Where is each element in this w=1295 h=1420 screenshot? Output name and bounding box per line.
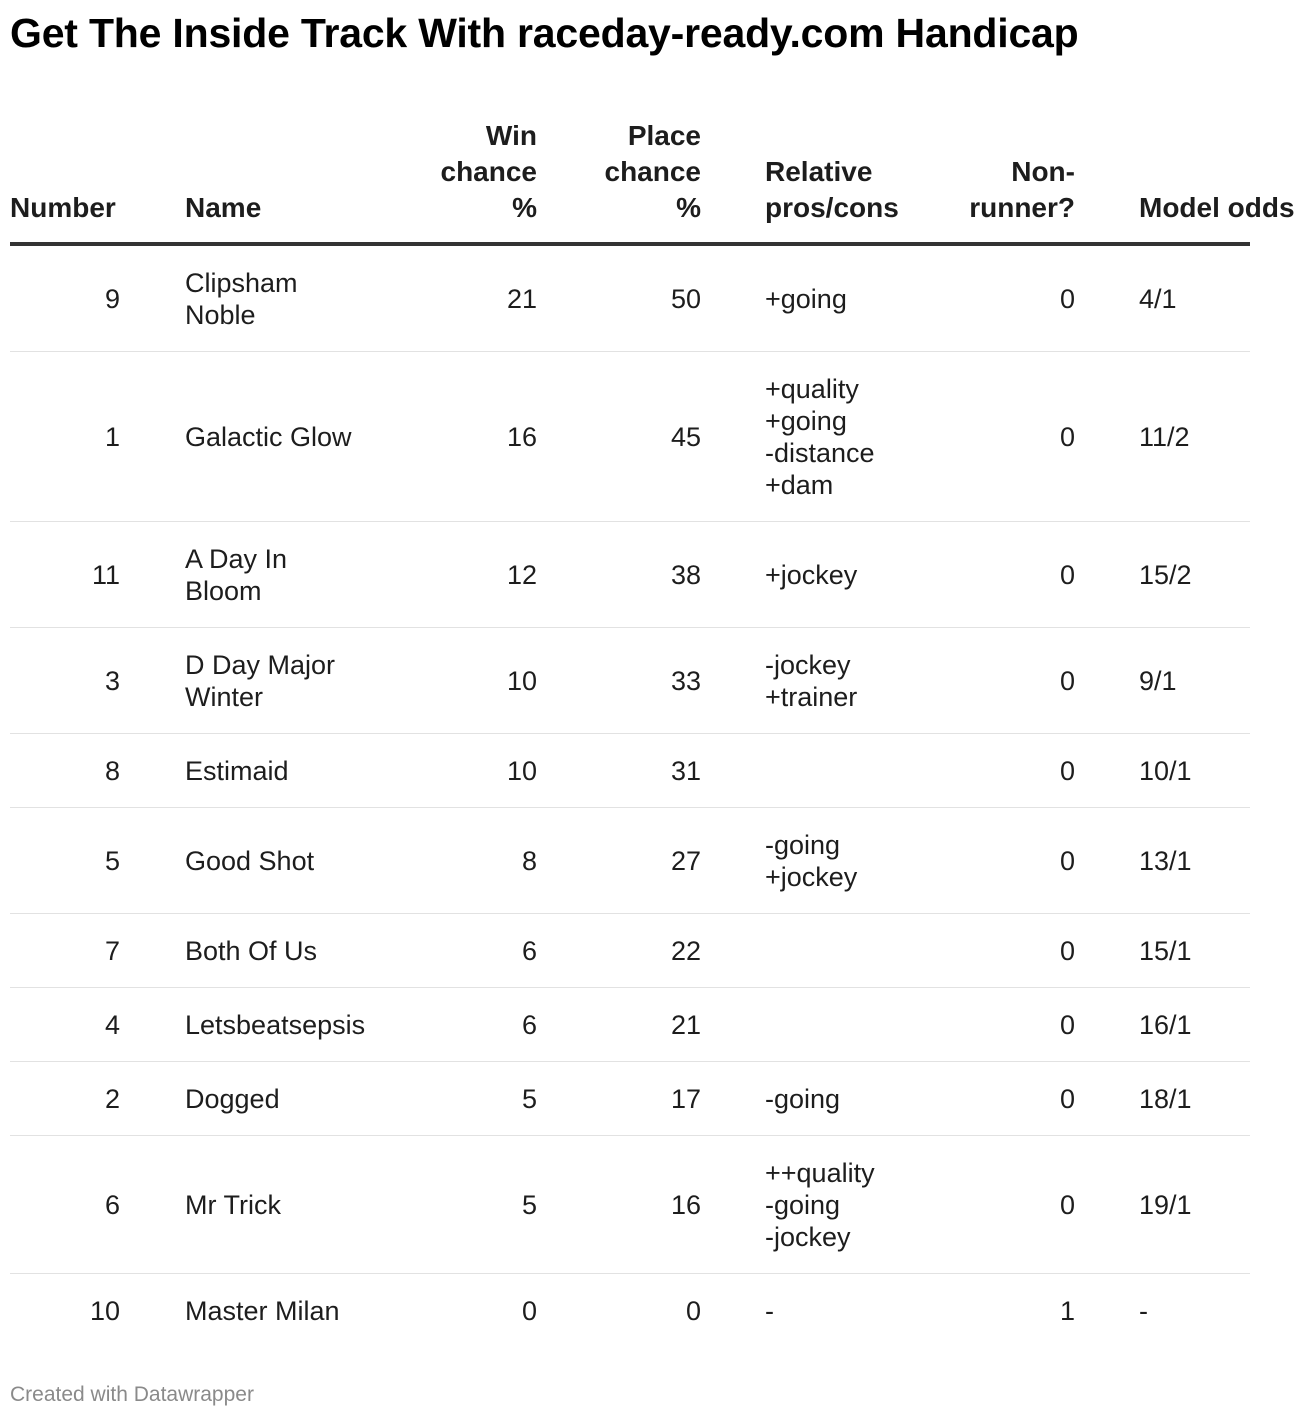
cell-relative-pros-cons	[701, 914, 876, 988]
cell-horse-name: Letsbeatsepsis	[120, 988, 360, 1062]
cell-non-runner: 0	[876, 1062, 1075, 1136]
cell-relative-pros-cons: -jockey +trainer	[701, 628, 876, 734]
cell-win-chance: 12	[360, 522, 537, 628]
cell-horse-name: Mr Trick	[120, 1136, 360, 1274]
header-name[interactable]: Name	[120, 112, 360, 244]
chart-title: Get The Inside Track With raceday-ready.com Handicap	[10, 10, 1079, 56]
cell-win-chance: 8	[360, 808, 537, 914]
cell-model-odds: 16/1	[1075, 988, 1250, 1062]
cell-model-odds: 4/1	[1075, 244, 1250, 352]
cell-win-chance: 16	[360, 352, 537, 522]
cell-place-chance: 17	[537, 1062, 701, 1136]
table-row	[10, 352, 1250, 522]
cell-non-runner: 0	[876, 734, 1075, 808]
cell-relative-pros-cons: -going +jockey	[701, 808, 876, 914]
table-row	[10, 734, 1250, 808]
header-non-runner[interactable]: Non- runner?	[876, 112, 1075, 244]
cell-relative-pros-cons	[701, 734, 876, 808]
cell-relative-pros-cons: -going	[701, 1062, 876, 1136]
cell-place-chance: 38	[537, 522, 701, 628]
cell-number: 2	[10, 1062, 120, 1136]
cell-relative-pros-cons: +jockey	[701, 522, 876, 628]
cell-horse-name: Galactic Glow	[120, 352, 360, 522]
cell-non-runner: 0	[876, 1136, 1075, 1274]
cell-win-chance: 0	[521, 1295, 537, 1326]
cell-model-odds: 18/1	[1075, 1062, 1250, 1136]
cell-place-chance: 50	[537, 244, 701, 352]
cell-model-odds: 15/1	[1075, 914, 1250, 988]
cell-relative-pros-cons	[701, 988, 876, 1062]
cell-number: 7	[10, 914, 120, 988]
cell-relative-pros-cons: +quality +going -distance +dam	[701, 352, 876, 522]
table-row	[10, 522, 1250, 628]
cell-model-odds: 10/1	[1075, 734, 1250, 808]
table-row	[10, 244, 1250, 352]
header-relative-pros-cons[interactable]: Relative pros/cons	[701, 112, 876, 244]
cell-horse-name: Both Of Us	[120, 914, 360, 988]
header-place-chance[interactable]: Place chance %	[537, 112, 701, 244]
cell-model-odds: 11/2	[1075, 352, 1250, 522]
table-header	[10, 112, 1295, 244]
cell-horse-name: Dogged	[120, 1062, 360, 1136]
cell-horse-name: Good Shot	[120, 808, 360, 914]
cell-number: 10	[89, 1295, 120, 1326]
cell-number: 1	[10, 352, 120, 522]
cell-relative-pros-cons: +going	[701, 244, 876, 352]
cell-number: 6	[10, 1136, 120, 1274]
header-number[interactable]: Number	[10, 112, 120, 244]
datawrapper-credit: Created with Datawrapper	[10, 1383, 254, 1406]
cell-relative-pros-cons: ++quality -going -jockey	[701, 1136, 876, 1274]
cell-place-chance: 33	[537, 628, 701, 734]
cell-win-chance: 21	[360, 244, 537, 352]
cell-number: 3	[10, 628, 120, 734]
cell-place-chance: 45	[537, 352, 701, 522]
header-win-chance[interactable]: Win chance %	[360, 112, 537, 244]
cell-non-runner: 0	[876, 988, 1075, 1062]
cell-win-chance: 10	[360, 734, 537, 808]
cell-number: 9	[10, 244, 120, 352]
cell-model-odds: 9/1	[1075, 628, 1250, 734]
cell-number: 11	[10, 522, 120, 628]
cell-horse-name: A Day In Bloom	[120, 522, 360, 628]
header-row	[10, 112, 1250, 244]
table-row	[10, 628, 1250, 734]
cell-non-runner: 0	[876, 808, 1075, 914]
cell-non-runner: 0	[876, 914, 1075, 988]
cell-place-chance: 16	[537, 1136, 701, 1274]
table-row	[10, 914, 1250, 988]
cell-number: 5	[10, 808, 120, 914]
runners-table-container	[10, 112, 1295, 1347]
runners-table	[10, 112, 1295, 1347]
cell-number: 8	[10, 734, 120, 808]
table-row	[10, 1062, 1250, 1136]
cell-model-odds: 13/1	[1075, 808, 1250, 914]
table-row	[10, 1274, 1250, 1348]
cell-non-runner: 1	[1059, 1295, 1075, 1326]
table-row	[10, 808, 1250, 914]
cell-model-odds: 19/1	[1075, 1136, 1250, 1274]
cell-horse-name: Estimaid	[120, 734, 360, 808]
cell-number: 4	[10, 988, 120, 1062]
table-row	[10, 988, 1250, 1062]
cell-horse-name: Clipsham Noble	[120, 244, 360, 352]
cell-place-chance: 27	[537, 808, 701, 914]
cell-horse-name: Master Milan	[185, 1295, 340, 1326]
cell-win-chance: 5	[360, 1062, 537, 1136]
table-row	[10, 1136, 1250, 1274]
cell-horse-name: D Day Major Winter	[120, 628, 360, 734]
cell-model-odds: 15/2	[1075, 522, 1250, 628]
cell-place-chance: 31	[537, 734, 701, 808]
cell-non-runner: 0	[876, 244, 1075, 352]
cell-non-runner: 0	[876, 352, 1075, 522]
cell-win-chance: 10	[360, 628, 537, 734]
cell-win-chance: 5	[360, 1136, 537, 1274]
cell-place-chance: 0	[685, 1295, 701, 1326]
cell-win-chance: 6	[360, 988, 537, 1062]
cell-place-chance: 22	[537, 914, 701, 988]
table-body	[10, 244, 1250, 1347]
cell-non-runner: 0	[876, 522, 1075, 628]
cell-win-chance: 6	[360, 914, 537, 988]
cell-relative-pros-cons: -	[765, 1295, 774, 1326]
cell-non-runner: 0	[876, 628, 1075, 734]
header-model-odds[interactable]: Model odds	[1075, 112, 1250, 244]
cell-place-chance: 21	[537, 988, 701, 1062]
cell-model-odds: -	[1139, 1295, 1148, 1326]
